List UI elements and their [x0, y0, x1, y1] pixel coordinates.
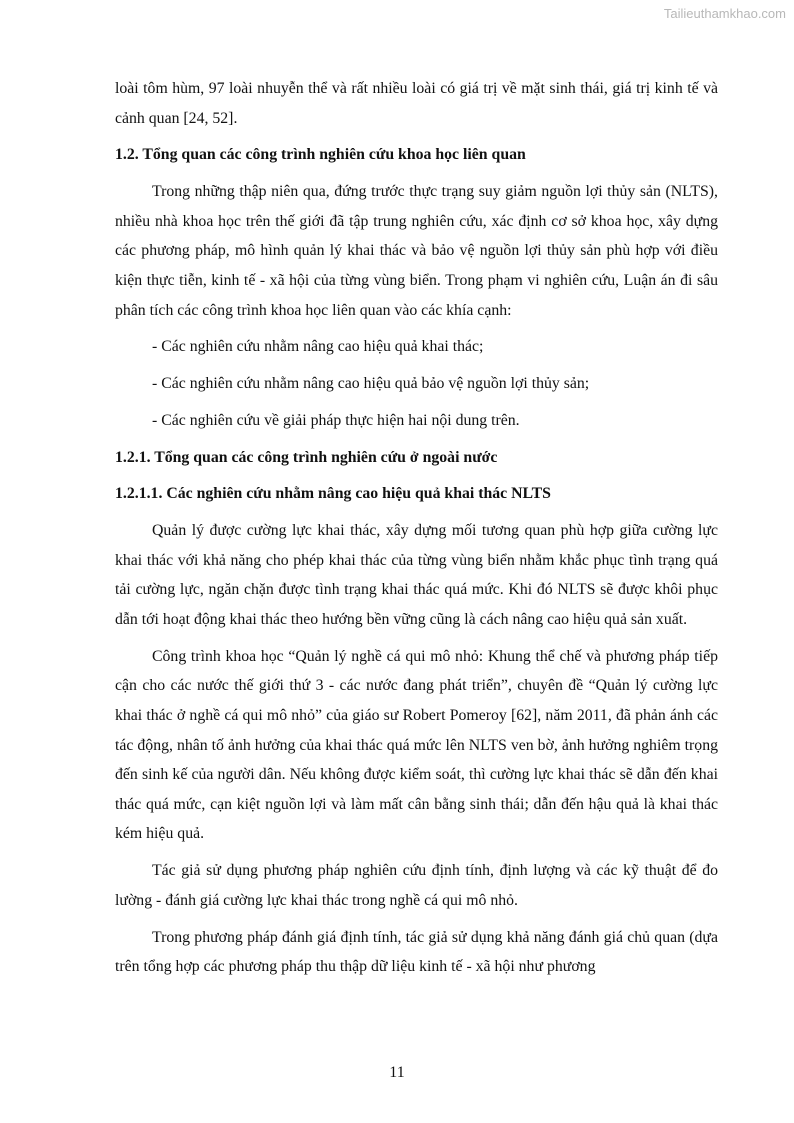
- document-body: [115, 74, 718, 989]
- paragraph-qualitative: Trong phương pháp đánh giá định tính, tác giả sử dụng khả năng đánh giá chủ quan (dựa trên tổng hợp các phương pháp thu thập dữ liệu kinh tế - xã hội như phương: [115, 928, 718, 976]
- list-item: - Các nghiên cứu nhằm nâng cao hiệu quả bảo vệ nguồn lợi thủy sản;: [152, 375, 590, 393]
- section-heading-1-2: 1.2. Tổng quan các công trình nghiên cứu khoa học liên quan: [115, 146, 526, 164]
- section-heading-1-2-1: 1.2.1. Tổng quan các công trình nghiên cứu ở ngoài nước: [115, 448, 498, 466]
- page-number: 11: [389, 1064, 405, 1081]
- watermark: Tailieuthamkhao.com: [663, 6, 786, 21]
- list-item: - Các nghiên cứu về giải pháp thực hiện hai nội dung trên.: [152, 411, 520, 429]
- paragraph-pomeroy: Công trình khoa học “Quản lý nghề cá qui mô nhỏ: Khung thể chế và phương pháp tiếp cận cho các nước thế giới thứ 3 - các nước đang phát triển”, chuyên đề “Quản lý cường lực khai thác ở nghề cá qui mô nhỏ” của giáo sư Robert Pomeroy [62], năm 2011, đã phản ánh các tác động, nhân tố ảnh hưởng của khai thác quá mức lên NLTS ven bờ, ảnh hưởng nghiêm trọng đến sinh kế của người dân. Nếu không được kiểm soát, thì cường lực khai thác sẽ dẫn đến khai thác quá mức, cạn kiệt nguồn lợi và làm mất cân bằng sinh thái; dẫn đến hậu quả là khai thác kém hiệu quả.: [115, 647, 718, 843]
- paragraph-methods: Tác giả sử dụng phương pháp nghiên cứu định tính, định lượng và các kỹ thuật để đo lường - đánh giá cường lực khai thác trong nghề cá qui mô nhỏ.: [115, 862, 718, 909]
- paragraph-intro: Trong những thập niên qua, đứng trước thực trạng suy giảm nguồn lợi thủy sản (NLTS), nhiều nhà khoa học trên thế giới đã tập trung nghiên cứu, xác định cơ sở khoa học, xây dựng các phương pháp, mô hình quản lý khai thác và bảo vệ nguồn lợi thủy sản phù hợp với điều kiện thực tiễn, kinh tế - xã hội của từng vùng biển. Trong phạm vi nghiên cứu, Luận án đi sâu phân tích các công trình khoa học liên quan vào các khía cạnh:: [115, 183, 718, 319]
- paragraph-continuation: loài tôm hùm, 97 loài nhuyễn thể và rất nhiều loài có giá trị về mặt sinh thái, giá trị kinh tế và cảnh quan [24, 52].: [115, 80, 718, 127]
- list-item: - Các nghiên cứu nhằm nâng cao hiệu quả khai thác;: [152, 338, 484, 356]
- section-heading-1-2-1-1: 1.2.1.1. Các nghiên cứu nhằm nâng cao hiệu quả khai thác NLTS: [115, 485, 551, 503]
- paragraph-effort-management: Quản lý được cường lực khai thác, xây dựng mối tương quan phù hợp giữa cường lực khai thác với khả năng cho phép khai thác của từng vùng biển nhằm khắc phục tình trạng quá tải cường lực, ngăn chặn được tình trạng khai thác quá mức. Khi đó NLTS sẽ được khôi phục dẫn tới hoạt động khai thác theo hướng bền vững cũng là cách nâng cao hiệu quả sản xuất.: [115, 522, 718, 628]
